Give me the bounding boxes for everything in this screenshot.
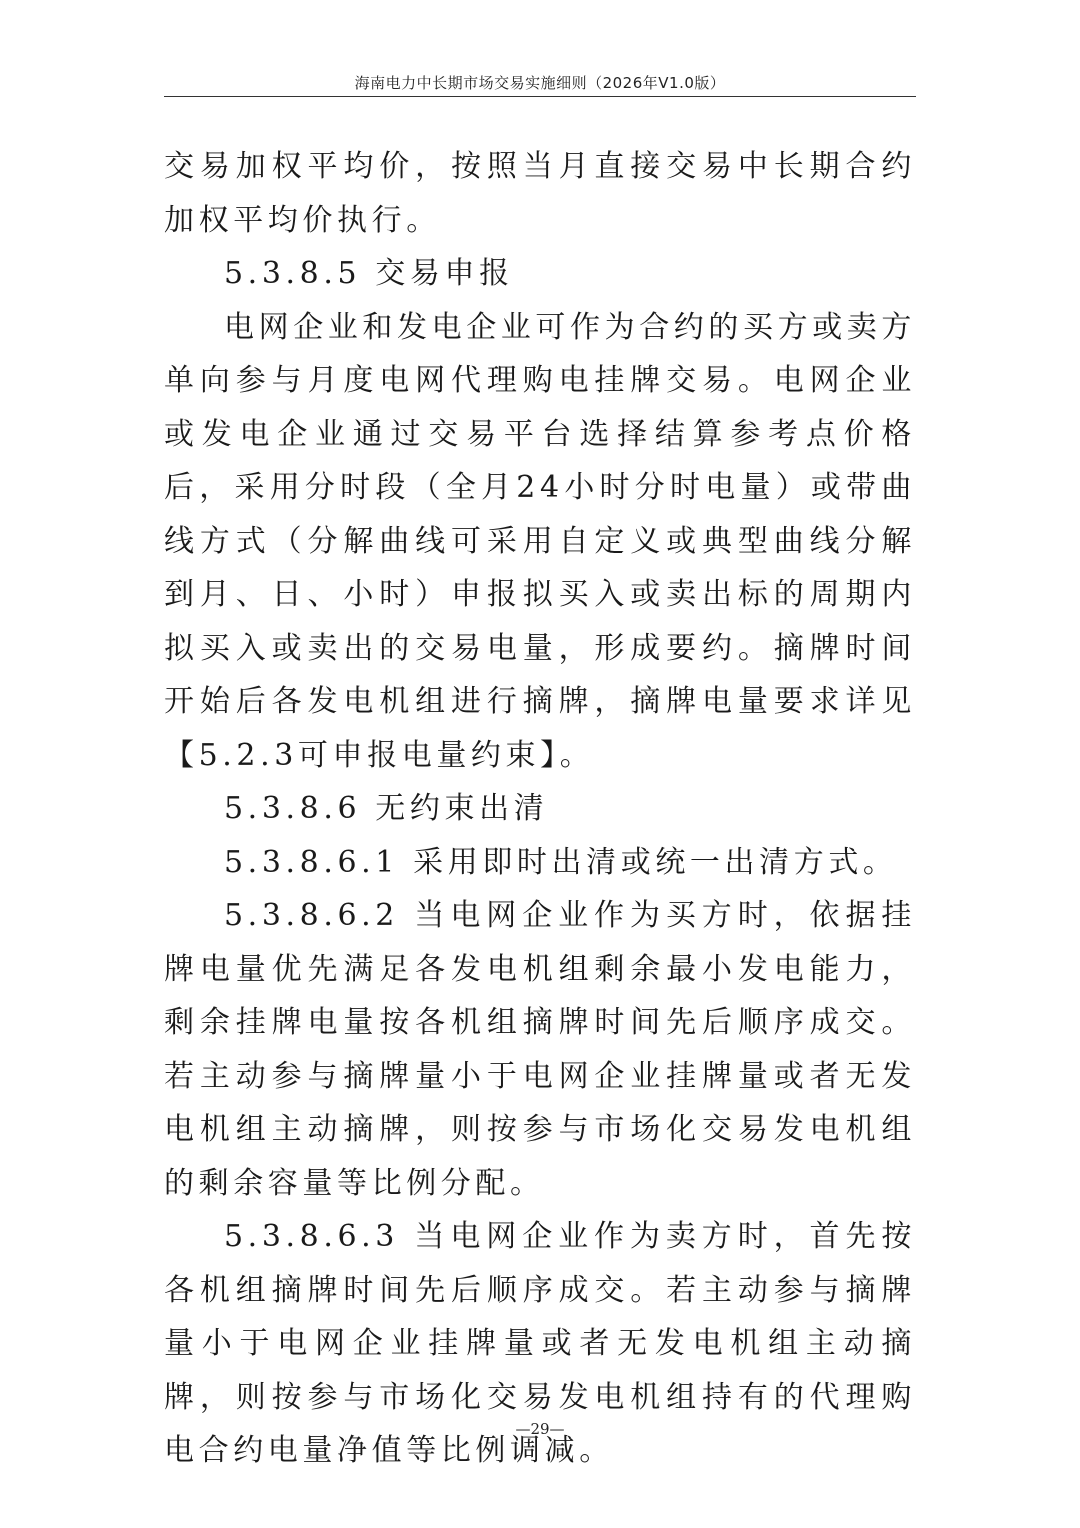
header-divider — [164, 96, 916, 97]
paragraph-trade-declaration: 电网企业和发电企业可作为合约的买方或卖方单向参与月度电网代理购电挂牌交易。电网企业或发电企业通过交易平台选择结算参考点价格后，采用分时段（全月24小时分时电量）或带曲线方式（分解曲线可采用自定义或典型曲线分解到月、日、小时）申报拟买入或卖出标的周期内拟买入或卖出的交易电量，形成要约。摘牌时间开始后各发电机组进行摘牌，摘牌电量要求详见【5.2.3可申报电量约束】。 — [164, 309, 916, 773]
page-number: —29— — [515, 1420, 565, 1438]
page-header-title: 海南电力中长期市场交易实施细则（2026年V1.0版） — [354, 74, 726, 92]
document-body — [164, 140, 916, 1478]
section-heading-5-3-8-6: 5.3.8.6 无约束出清 — [224, 791, 549, 826]
paragraph-continuation: 交易加权平均价，按照当月直接交易中长期合约加权平均价执行。 — [164, 149, 916, 238]
section-heading-5-3-8-5: 5.3.8.5 交易申报 — [224, 256, 514, 291]
clause-5-3-8-6-3: 5.3.8.6.3 当电网企业作为卖方时，首先按各机组摘牌时间先后顺序成交。若主动参与摘牌量小于电网企业挂牌量或者无发电机组主动摘牌，则按参与市场化交易发电机组持有的代理购电合约电量净值等比例调减。 — [164, 1219, 916, 1468]
clause-5-3-8-6-2: 5.3.8.6.2 当电网企业作为买方时，依据挂牌电量优先满足各发电机组剩余最小发电能力，剩余挂牌电量按各机组摘牌时间先后顺序成交。若主动参与摘牌量小于电网企业挂牌量或者无发电机组主动摘牌，则按参与市场化交易发电机组的剩余容量等比例分配。 — [164, 898, 916, 1201]
clause-5-3-8-6-1: 5.3.8.6.1 采用即时出清或统一出清方式。 — [224, 844, 898, 880]
